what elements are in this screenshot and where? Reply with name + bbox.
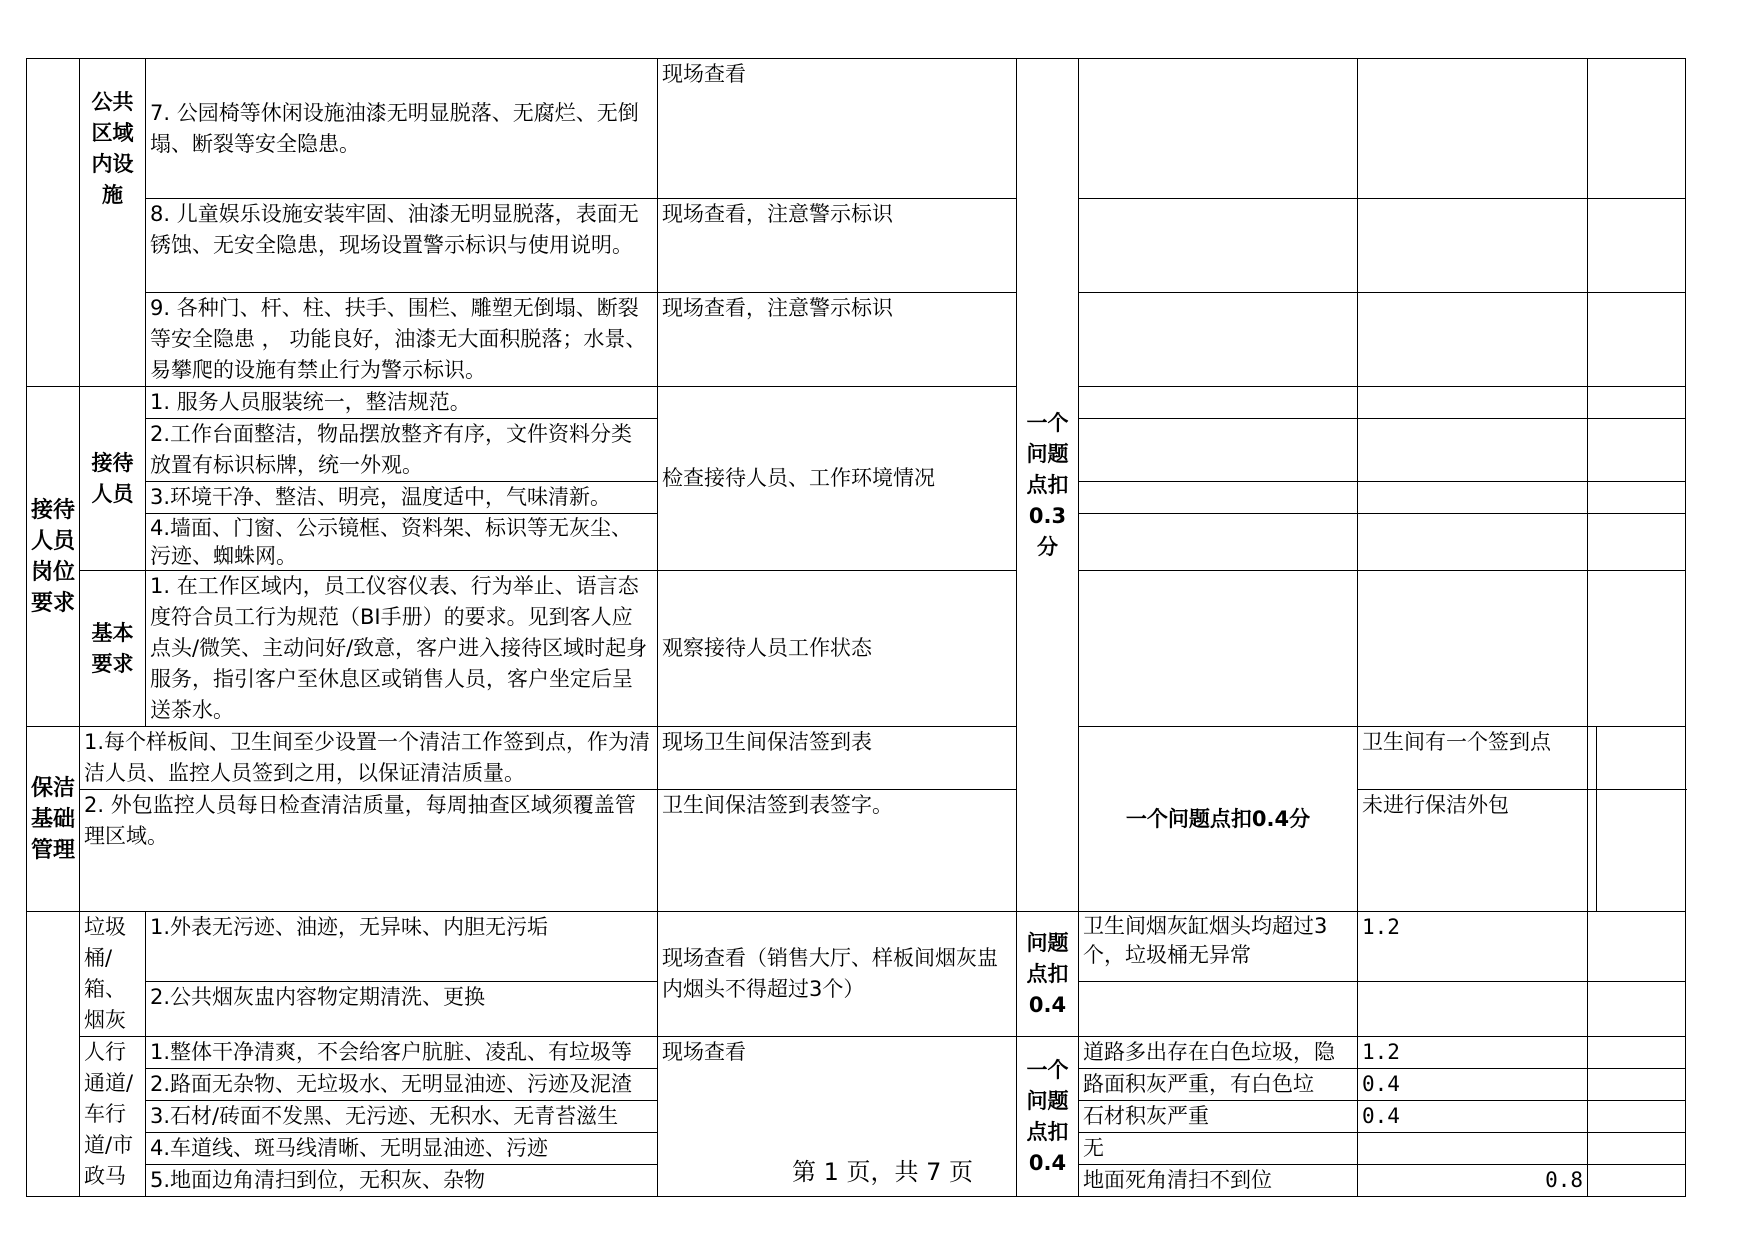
item-text: 7. 公园椅等休闲设施油漆无明显脱落、无腐烂、无倒塌、断裂等安全隐患。: [146, 59, 658, 199]
deduction-cell: 一个问题点扣0.4: [1017, 1037, 1079, 1197]
finding-cell: 道路多出存在白色垃圾，隐: [1079, 1037, 1358, 1069]
score-cell: [1358, 482, 1588, 514]
item-text: 1.外表无污迹、油迹，无异味、内胆无污垢: [146, 912, 658, 982]
finding-cell: [1079, 419, 1358, 482]
item-text: 2. 外包监控人员每日检查清洁质量，每周抽查区域须覆盖管理区域。: [80, 790, 658, 912]
score-cell: [1358, 514, 1588, 571]
remark-cell: [1588, 1069, 1686, 1101]
item-method: 现场查看，注意警示标识: [658, 293, 1017, 387]
item-text: 9. 各种门、杆、柱、扶手、围栏、雕塑无倒塌、断裂等安全隐患 ， 功能良好，油漆无大面积脱落；水景、易攀爬的设施有禁止行为警示标识。: [146, 293, 658, 387]
finding-cell: [1079, 482, 1358, 514]
score-cell: [1358, 387, 1588, 419]
item-text: 3.石材/砖面不发黑、无污迹、无积水、无青苔滋生: [146, 1101, 658, 1133]
remark-cell: [1588, 1165, 1686, 1197]
score-cell: 1.2: [1358, 1037, 1588, 1069]
score-cell: 0.8: [1358, 1165, 1588, 1197]
remark-cell: [1588, 1101, 1686, 1133]
score-cell: [1358, 571, 1588, 727]
category-cell-blank: [27, 912, 80, 1197]
category-cleaning: 保洁基础管理: [27, 727, 80, 912]
remark-cell: [1588, 514, 1686, 571]
category-cell-blank: [27, 59, 80, 387]
finding-cell: [1079, 293, 1358, 387]
item-method: 现场查看: [658, 59, 1017, 199]
finding-cell: 未进行保洁外包: [1358, 790, 1588, 912]
score-cell: 1.2: [1358, 912, 1588, 982]
item-method: 现场查看，注意警示标识: [658, 199, 1017, 293]
item-text: 1. 服务人员服装统一，整洁规范。: [146, 387, 658, 419]
subcategory-public-facilities: 公共区域内设施: [80, 59, 146, 387]
item-method: 现场查看（销售大厅、样板间烟灰盅内烟头不得超过3个）: [658, 912, 1017, 1037]
item-text: 1.每个样板间、卫生间至少设置一个清洁工作签到点，作为清洁人员、监控人员签到之用，以保证清洁质量。: [80, 727, 658, 790]
remark-cell: [1588, 982, 1686, 1037]
finding-cell: [1079, 571, 1358, 727]
score-cell: 0.4: [1358, 1069, 1588, 1101]
score-cell: [1588, 790, 1597, 912]
item-text: 2.路面无杂物、无垃圾水、无明显油迹、污迹及泥渣: [146, 1069, 658, 1101]
score-cell: 0.4: [1358, 1101, 1588, 1133]
finding-cell: 卫生间有一个签到点: [1358, 727, 1588, 790]
item-method: 观察接待人员工作状态: [658, 571, 1017, 727]
item-text: 3.环境干净、整洁、明亮，温度适中，气味清新。: [146, 482, 658, 514]
subcategory-trash-bins: 垃圾桶/箱、烟灰: [80, 912, 146, 1037]
remark-cell: [1588, 1037, 1686, 1069]
item-text: 2.工作台面整洁，物品摆放整齐有序，文件资料分类放置有标识标牌，统一外观。: [146, 419, 658, 482]
remark-cell: [1588, 199, 1686, 293]
remark-cell: [1588, 293, 1686, 387]
item-text: 1. 在工作区域内，员工仪容仪表、行为举止、语言态度符合员工行为规范（BI手册）的要求。见到客人应点头/微笑、主动问好/致意，客户进入接待区域时起身服务，指引客户至休息区或销售人员，客户坐定后呈送茶水。: [146, 571, 658, 727]
score-cell: [1358, 982, 1588, 1037]
item-text: 4.车道线、斑马线清晰、无明显油迹、污迹: [146, 1133, 658, 1165]
finding-cell: 无: [1079, 1133, 1358, 1165]
remark-cell: [1588, 1133, 1686, 1165]
item-text: 4.墙面、门窗、公示镜框、资料架、标识等无灰尘、污迹、蜘蛛网。: [146, 514, 658, 571]
remark-cell: [1588, 59, 1686, 199]
remark-cell: [1588, 571, 1686, 727]
inspection-table: [26, 58, 1686, 1197]
remark-cell: [1588, 419, 1686, 482]
deduction-cell: 一个问题点扣0.4分: [1079, 727, 1358, 912]
score-cell: [1358, 199, 1588, 293]
remark-cell: [1588, 387, 1686, 419]
item-method: 卫生间保洁签到表签字。: [658, 790, 1017, 912]
score-cell: [1358, 293, 1588, 387]
remark-cell: [1597, 790, 1686, 912]
category-reception: 接待人员岗位要求: [27, 387, 80, 727]
remark-cell: [1588, 912, 1686, 982]
score-cell: [1358, 1133, 1588, 1165]
finding-cell: 路面积灰严重，有白色垃: [1079, 1069, 1358, 1101]
item-text: 5.地面边角清扫到位，无积灰、杂物: [146, 1165, 658, 1197]
deduction-cell: 一个问题点扣0.3分: [1017, 59, 1079, 912]
finding-cell: 地面死角清扫不到位: [1079, 1165, 1358, 1197]
subcategory-walkways: 人行通道/车行道/市政马: [80, 1037, 146, 1197]
finding-cell: [1079, 514, 1358, 571]
item-method: 检查接待人员、工作环境情况: [658, 387, 1017, 571]
item-text: 8. 儿童娱乐设施安装牢固、油漆无明显脱落，表面无锈蚀、无安全隐患，现场设置警示标识与使用说明。: [146, 199, 658, 293]
page-footer: 第 1 页，共 7 页: [792, 1158, 974, 1186]
finding-cell: [1079, 199, 1358, 293]
subcategory-reception-staff: 接待人员: [80, 387, 146, 571]
item-method: 现场卫生间保洁签到表: [658, 727, 1017, 790]
deduction-cell: 问题点扣0.4: [1017, 912, 1079, 1037]
finding-cell: [1079, 387, 1358, 419]
score-cell: [1358, 419, 1588, 482]
finding-cell: 石材积灰严重: [1079, 1101, 1358, 1133]
finding-cell: [1079, 59, 1358, 199]
score-cell: [1358, 59, 1588, 199]
remark-cell: [1588, 482, 1686, 514]
item-text: 1.整体干净清爽，不会给客户肮脏、凌乱、有垃圾等: [146, 1037, 658, 1069]
score-cell: [1588, 727, 1597, 790]
item-text: 2.公共烟灰盅内容物定期清洗、更换: [146, 982, 658, 1037]
subcategory-basic-requirements: 基本要求: [80, 571, 146, 727]
finding-cell: [1079, 982, 1358, 1037]
remark-cell: [1597, 727, 1686, 790]
item-method: 现场查看: [658, 1037, 1017, 1197]
finding-cell: 卫生间烟灰缸烟头均超过3个，垃圾桶无异常: [1079, 912, 1358, 982]
